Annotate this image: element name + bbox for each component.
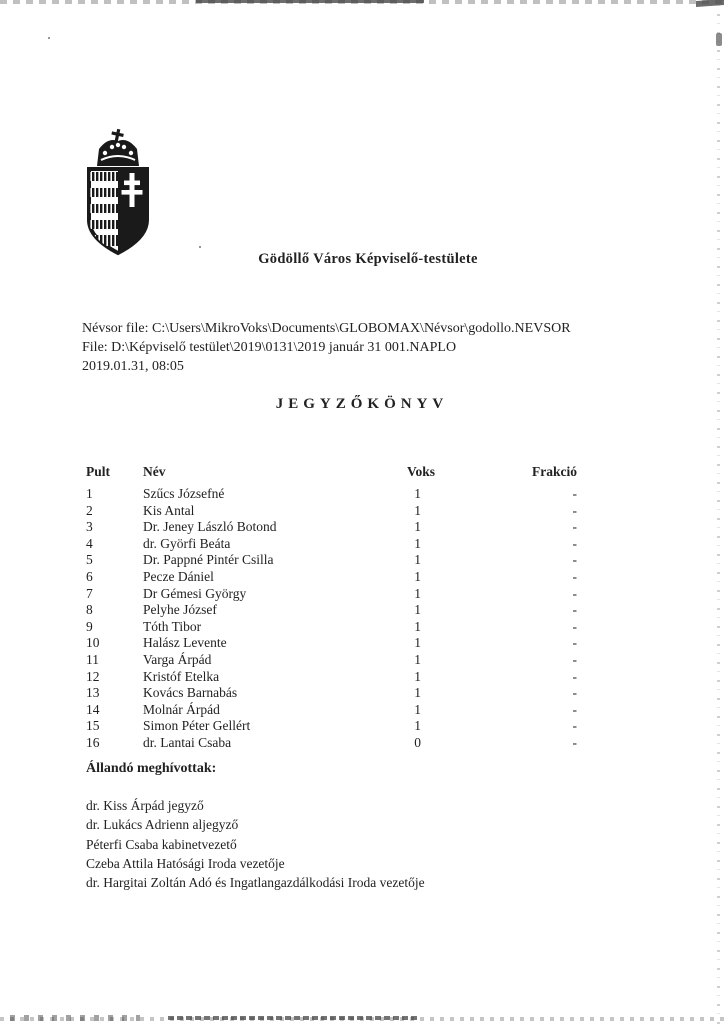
cell-nev: Pecze Dániel: [143, 568, 214, 584]
cell-pult: 11: [86, 651, 99, 667]
table-row: [86, 586, 581, 603]
cell-voks: 1: [414, 568, 421, 584]
cell-frakcio: -: [572, 618, 577, 634]
cell-voks: 1: [414, 668, 421, 684]
invitee-line: Péterfi Csaba kabinetvezető: [86, 836, 237, 852]
attendance-table: [86, 463, 581, 752]
file-info-block: [82, 319, 571, 376]
cell-pult: 9: [86, 618, 93, 634]
scan-artifact-right-edge: [717, 0, 720, 1024]
cell-frakcio: -: [572, 552, 577, 568]
table-row: [86, 602, 581, 619]
cell-voks: 1: [414, 535, 421, 551]
cell-frakcio: -: [572, 568, 577, 584]
cell-pult: 14: [86, 701, 100, 717]
cell-pult: 4: [86, 535, 93, 551]
table-row: [86, 652, 581, 669]
cell-nev: Simon Péter Gellért: [143, 718, 251, 734]
file-info-line-datetime: 2019.01.31, 08:05: [82, 359, 184, 374]
invitee-line: dr. Hargitai Zoltán Adó és Ingatlangazdálkodási Iroda vezetője: [86, 875, 425, 891]
scan-speck: [199, 246, 201, 248]
hungarian-coat-of-arms-icon: [84, 128, 152, 256]
cell-frakcio: -: [572, 685, 577, 701]
cell-voks: 1: [414, 585, 421, 601]
cell-voks: 1: [414, 618, 421, 634]
cell-nev: Kristóf Etelka: [143, 668, 220, 684]
cell-pult: 16: [86, 734, 100, 750]
table-row: [86, 536, 581, 553]
cell-nev: Varga Árpád: [143, 651, 212, 667]
cell-voks: 1: [414, 718, 421, 734]
cell-voks: 1: [414, 685, 421, 701]
cell-pult: 3: [86, 519, 93, 535]
cell-pult: 6: [86, 568, 93, 584]
cell-pult: 15: [86, 718, 100, 734]
cell-frakcio: -: [572, 701, 577, 717]
invitees-heading: Állandó meghívottak:: [86, 761, 217, 776]
organization-title: Gödöllő Város Képviselő-testülete: [258, 251, 478, 267]
cell-voks: 1: [414, 519, 421, 535]
cell-pult: 7: [86, 585, 93, 601]
cell-voks: 1: [414, 651, 421, 667]
column-header-frakcio: Frakció: [532, 464, 577, 479]
scan-artifact-bottom-left-segment: [10, 1015, 140, 1021]
scan-artifact-right-blot: [716, 33, 722, 46]
invitee-line: dr. Kiss Árpád jegyző: [86, 798, 204, 813]
cell-nev: dr. Györfi Beáta: [143, 535, 231, 551]
cell-nev: Molnár Árpád: [143, 701, 220, 717]
column-header-pult: Pult: [86, 464, 111, 479]
cell-frakcio: -: [572, 535, 577, 551]
cell-frakcio: -: [572, 718, 577, 734]
cell-voks: 0: [414, 734, 421, 750]
cell-frakcio: -: [572, 502, 577, 518]
cell-pult: 8: [86, 602, 93, 618]
cell-pult: 2: [86, 502, 93, 518]
cell-pult: 13: [86, 685, 100, 701]
cell-nev: Tóth Tibor: [143, 618, 202, 634]
column-header-nev: Név: [143, 464, 166, 479]
cell-nev: Halász Levente: [143, 635, 227, 651]
cell-nev: Dr. Jeney László Botond: [143, 519, 277, 535]
cell-nev: Kis Antal: [143, 502, 195, 518]
table-row: [86, 619, 581, 636]
table-row: [86, 669, 581, 686]
cell-nev: dr. Lantai Csaba: [143, 734, 232, 750]
table-row: [86, 718, 581, 735]
scan-speck: [48, 37, 50, 39]
invitee-line: dr. Lukács Adrienn aljegyző: [86, 817, 239, 833]
cell-pult: 12: [86, 668, 100, 684]
cell-nev: Kovács Barnabás: [143, 685, 238, 701]
invitee-line: Czeba Attila Hatósági Iroda vezetője: [86, 855, 285, 871]
cell-nev: Dr. Pappné Pintér Csilla: [143, 552, 274, 568]
table-row: [86, 486, 581, 503]
invitees-list: [86, 796, 425, 892]
cell-voks: 1: [414, 552, 421, 568]
table-row: [86, 503, 581, 520]
document-title: JEGYZŐKÖNYV: [275, 396, 449, 412]
cell-nev: Pelyhe József: [143, 602, 217, 618]
scan-artifact-top-dark-segment: [196, 0, 424, 3]
cell-frakcio: -: [572, 602, 577, 618]
cell-frakcio: -: [572, 486, 577, 501]
cell-voks: 1: [414, 486, 421, 501]
table-row: [86, 519, 581, 536]
cell-frakcio: -: [572, 668, 577, 684]
cell-pult: 1: [86, 486, 93, 501]
cell-frakcio: -: [572, 519, 577, 535]
cell-frakcio: -: [572, 585, 577, 601]
cell-voks: 1: [414, 635, 421, 651]
cell-pult: 10: [86, 635, 100, 651]
table-header-row: [86, 463, 581, 486]
cell-nev: Szűcs Józsefné: [143, 486, 225, 501]
cell-voks: 1: [414, 602, 421, 618]
cell-voks: 1: [414, 701, 421, 717]
table-row: [86, 635, 581, 652]
scan-artifact-bottom-dark-segment: [168, 1016, 420, 1020]
cell-pult: 5: [86, 552, 93, 568]
table-row: [86, 552, 581, 569]
cell-voks: 1: [414, 502, 421, 518]
file-info-line-nevsor: Névsor file: C:\Users\MikroVoks\Documents\GLOBOMAX\Névsor\godollo.NEVSOR: [82, 321, 571, 336]
cell-nev: Dr Gémesi György: [143, 585, 247, 601]
cell-frakcio: -: [572, 734, 577, 750]
column-header-voks: Voks: [406, 464, 435, 479]
table-row: [86, 735, 581, 752]
table-row: [86, 685, 581, 702]
file-info-line-file: File: D:\Képviselő testület\2019\0131\2019 január 31 001.NAPLO: [82, 340, 457, 355]
table-row: [86, 569, 581, 586]
table-row: [86, 702, 581, 719]
cell-frakcio: -: [572, 635, 577, 651]
cell-frakcio: -: [572, 651, 577, 667]
